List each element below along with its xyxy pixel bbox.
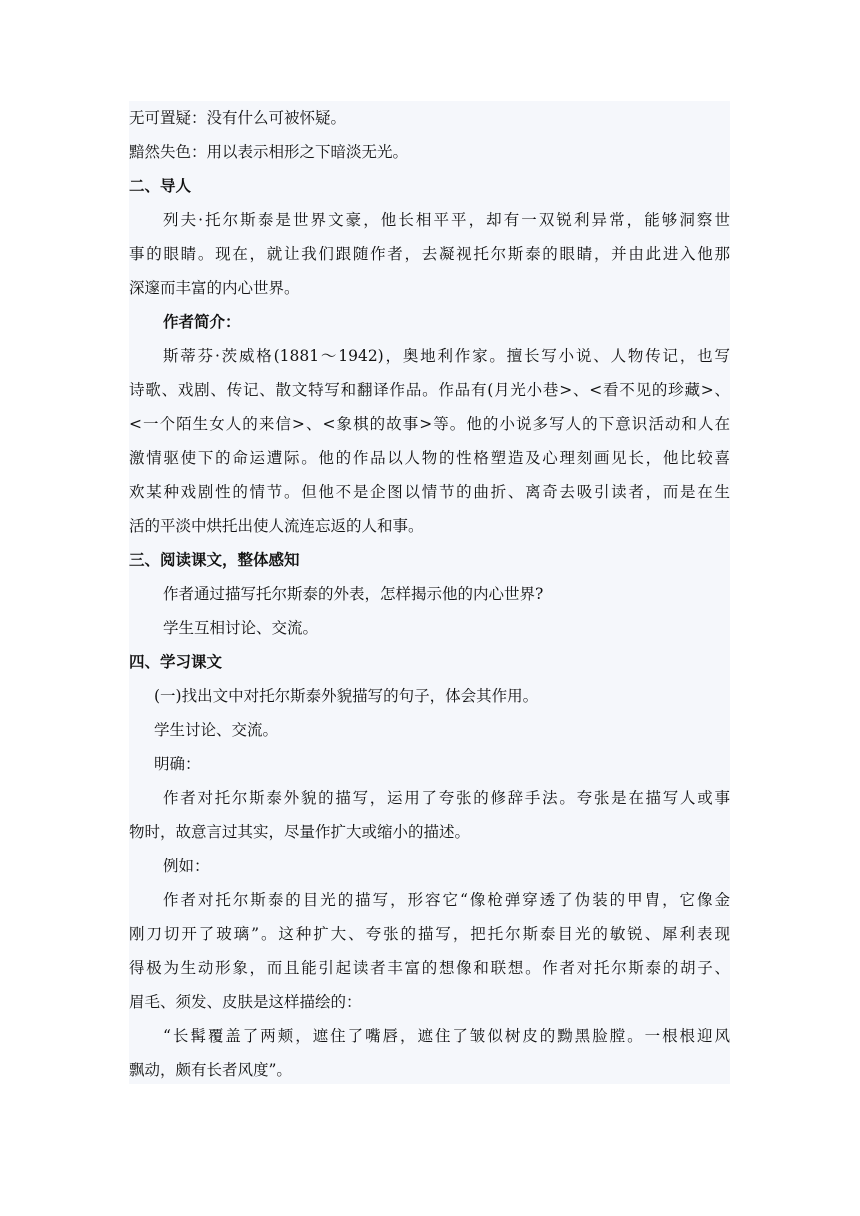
subsection-heading: 作者简介： [163,312,241,331]
paragraph-line: <一个陌生女人的来信>、<象棋的故事>等。他的小说多写人的下意识活动和人在 [129,415,730,433]
paragraph-line: 物时，故意言过其实，尽量作扩大或缩小的描述。 [129,823,471,841]
paragraph-line: 学生讨论、交流。 [154,721,279,739]
section-heading: 三、阅读课文，整体感知 [129,550,300,569]
quote-line: 飘动，颇有长者风度”。 [129,1061,292,1079]
section-heading: 二、导人 [129,176,192,195]
paragraph-line: 例如： [163,857,210,875]
paragraph-line: 作者通过描写托尔斯泰的外表，怎样揭示他的内心世界? [163,585,544,603]
paragraph-line: 作者对托尔斯泰的目光的描写，形容它“像枪弹穿透了伪装的甲胄，它像金 [163,891,730,909]
paragraph-line: 活的平淡中烘托出使人流连忘返的人和事。 [129,517,424,535]
text-block [129,101,730,1084]
paragraph-line: 欢某种戏剧性的情节。但他不是企图以情节的曲折、离奇去吸引读者，而是在生 [129,483,730,501]
definition-line: 无可置疑：没有什么可被怀疑。 [129,109,347,127]
paragraph-line: 得极为生动形象，而且能引起读者丰富的想像和联想。作者对托尔斯泰的胡子、 [129,959,730,977]
section-heading: 四、学习课文 [129,652,223,671]
paragraph-line: 激情驱使下的命运遭际。他的作品以人物的性格塑造及心理刻画见长，他比较喜 [129,449,730,467]
quote-line: “长髯覆盖了两颊，遮住了嘴唇，遮住了皱似树皮的黝黑脸膛。一根根迎风 [163,1027,730,1045]
paragraph-line: 明确： [154,755,201,773]
definition-line: 黯然失色：用以表示相形之下暗淡无光。 [129,143,409,161]
paragraph-line: 列夫·托尔斯泰是世界文豪，他长相平平，却有一双锐利异常，能够洞察世 [163,211,730,229]
paragraph-line: 诗歌、戏剧、传记、散文特写和翻译作品。作品有(月光小巷>、<看不见的珍藏>、 [129,381,730,399]
paragraph-line: 眉毛、须发、皮肤是这样描绘的： [129,993,362,1011]
paragraph-line: 作者对托尔斯泰外貌的描写，运用了夸张的修辞手法。夸张是在描写人或事 [163,789,730,807]
paragraph-line: (一)找出文中对托尔斯泰外貌描写的句子，体会其作用。 [154,687,539,705]
paragraph-line: 斯蒂芬·茨威格(1881～1942)，奥地利作家。擅长写小说、人物传记，也写 [163,347,730,365]
paragraph-line: 刚刀切开了玻璃”。这种扩大、夸张的描写，把托尔斯泰目光的敏锐、犀利表现 [129,925,730,943]
paragraph-line: 事的眼睛。现在，就让我们跟随作者，去凝视托尔斯泰的眼睛，并由此进入他那 [129,245,730,263]
paragraph-line: 学生互相讨论、交流。 [163,619,319,637]
paragraph-line: 深邃而丰富的内心世界。 [129,279,300,297]
